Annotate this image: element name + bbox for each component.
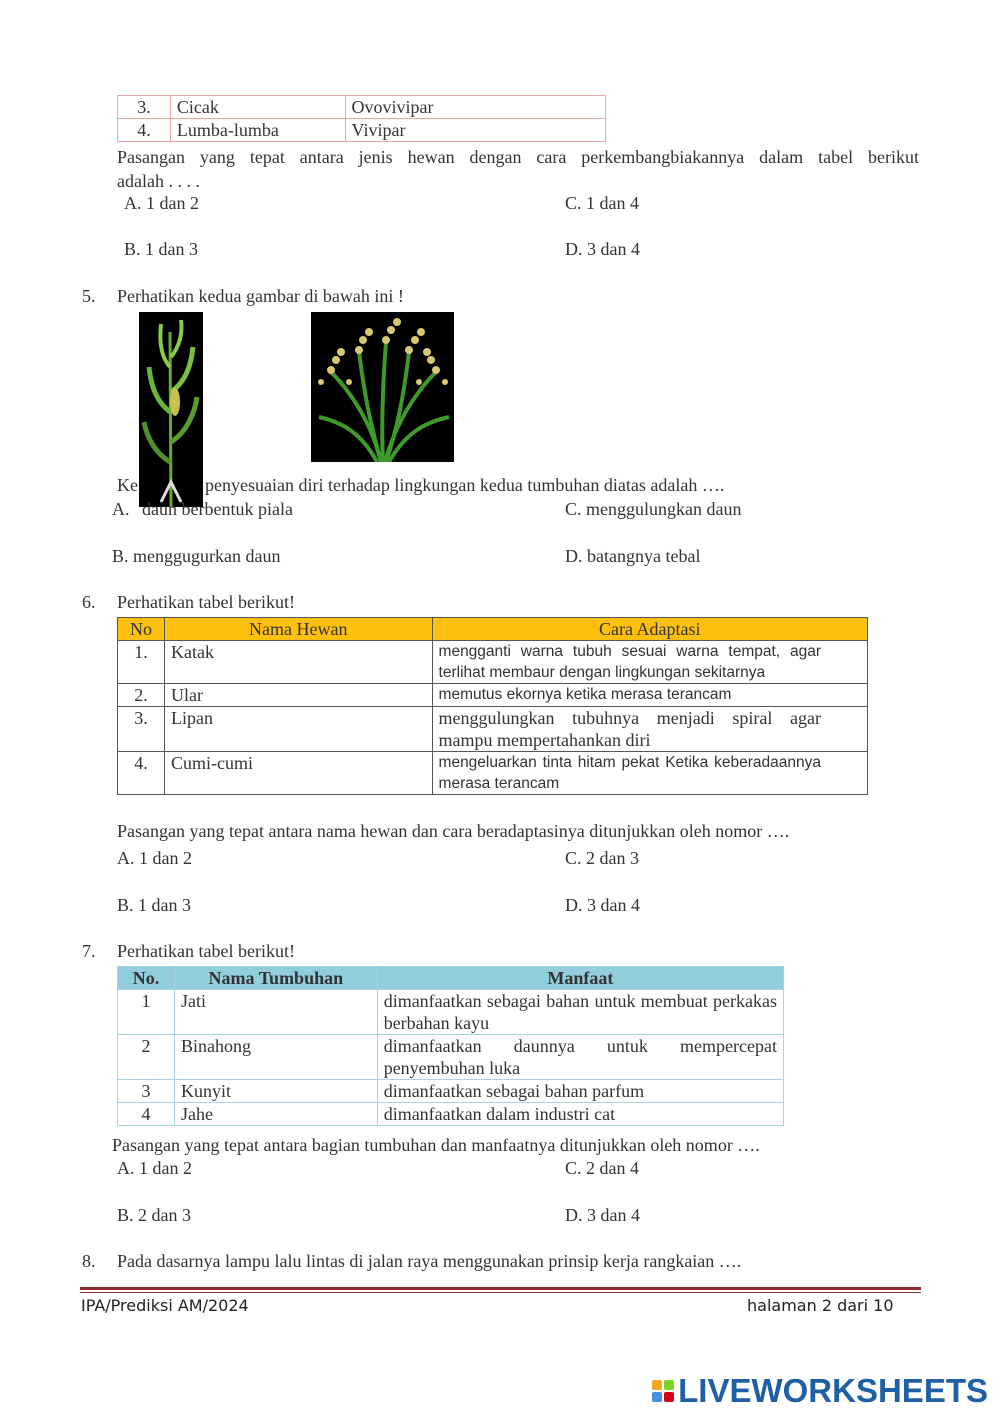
header-animal: Nama Hewan [164,618,432,641]
cell-plant: Jati [174,990,377,1035]
header-plant: Nama Tumbuhan [174,967,377,990]
footer-divider-thin [80,1292,921,1293]
header-adaptation: Cara Adaptasi [432,618,867,641]
cell-no: 4. [118,752,165,795]
q5-option-a[interactable]: daun berbentuk piala [142,499,293,519]
table-row [118,707,868,752]
logo-grid-icon [652,1380,674,1402]
table-row [118,1080,784,1103]
q6-option-a[interactable]: A. 1 dan 2 [117,848,192,868]
q7-option-d[interactable]: D. 3 dan 4 [565,1205,640,1225]
q7-option-a[interactable]: A. 1 dan 2 [117,1158,192,1178]
header-benefit: Manfaat [377,967,783,990]
cell-animal: Lumba-lumba [170,119,345,142]
footer-page-number: halaman 2 dari 10 [747,1296,894,1315]
table-row [118,1103,784,1126]
cell-adaptation: mengganti warna tubuh sesuai warna tempat, agar terlihat membaur dengan lingkungan sekitarnya [432,641,867,684]
cell-animal: Cumi-cumi [164,752,432,795]
q7-stem: Perhatikan tabel berikut! [117,941,295,961]
q4-stem-line1: Pasangan yang tepat antara jenis hewan dengan cara perkembangbiakannya dalam tabel berikut [117,147,919,167]
corn-plant-image [139,312,203,507]
q6-option-c[interactable]: C. 2 dan 3 [565,848,639,868]
table-row [118,1035,784,1080]
cell-animal: Lipan [164,707,432,752]
table-row [118,990,784,1035]
q6-option-b[interactable]: B. 1 dan 3 [117,895,191,915]
table-row [118,684,868,707]
cell-benefit: dimanfaatkan daunnya untuk mempercepat penyembuhan luka [377,1035,783,1080]
q6-question: Pasangan yang tepat antara nama hewan dan cara beradaptasinya ditunjukkan oleh nomor …. [117,821,790,841]
cell-no: 3. [118,96,171,119]
table-row [118,96,606,119]
q6-option-d[interactable]: D. 3 dan 4 [565,895,640,915]
q5-stem: Perhatikan kedua gambar di bawah ini ! [117,286,404,306]
footer-divider [80,1287,921,1290]
header-no: No [118,618,165,641]
cell-no: 3 [118,1080,175,1103]
q4-table [117,95,606,142]
cell-adaptation: menggulungkan tubuhnya menjadi spiral agar mampu mempertahankan diri [432,707,867,752]
q8-stem: Pada dasarnya lampu lalu lintas di jalan raya menggunakan prinsip kerja rangkaian …. [117,1251,742,1271]
logo-text: LIVEWORKSHEETS [678,1372,988,1409]
q5-question: penyesuaian diri terhadap lingkungan kedua tumbuhan diatas adalah …. [205,475,725,495]
cell-benefit: dimanfaatkan sebagai bahan parfum [377,1080,783,1103]
cell-no: 1. [118,641,165,684]
q7-option-c[interactable]: C. 2 dan 4 [565,1158,639,1178]
cell-adaptation: mengeluarkan tinta hitam pekat Ketika keberadaannya merasa terancam [432,752,867,795]
q4-option-d[interactable]: D. 3 dan 4 [565,239,640,259]
q5-question-prefix: Ke [117,475,138,495]
q4-option-c[interactable]: C. 1 dan 4 [565,193,639,213]
rice-plant-image [311,312,454,462]
q5-option-b[interactable]: B. menggugurkan daun [112,546,281,566]
cell-plant: Binahong [174,1035,377,1080]
q6-table [117,617,868,795]
q5-option-a-prefix[interactable]: A. [112,499,130,519]
q7-question: Pasangan yang tepat antara bagian tumbuhan dan manfaatnya ditunjukkan oleh nomor …. [112,1135,760,1155]
q6-number: 6. [82,592,96,612]
q7-number: 7. [82,941,96,961]
q4-stem-line2: adalah . . . . [117,171,200,191]
liveworksheets-logo[interactable] [652,1371,988,1411]
cell-no: 4 [118,1103,175,1126]
q4-option-b[interactable]: B. 1 dan 3 [124,239,198,259]
cell-no: 4. [118,119,171,142]
cell-benefit: dimanfaatkan dalam industri cat [377,1103,783,1126]
cell-no: 3. [118,707,165,752]
q7-table [117,966,784,1126]
cell-reproduction: Vivipar [345,119,605,142]
q4-option-a[interactable]: A. 1 dan 2 [124,193,199,213]
cell-plant: Jahe [174,1103,377,1126]
q6-stem: Perhatikan tabel berikut! [117,592,295,612]
cell-no: 2. [118,684,165,707]
cell-animal: Cicak [170,96,345,119]
table-row [118,119,606,142]
cell-no: 1 [118,990,175,1035]
cell-benefit: dimanfaatkan sebagai bahan untuk membuat perkakas berbahan kayu [377,990,783,1035]
cell-adaptation: memutus ekornya ketika merasa terancam [432,684,867,707]
table-row [118,752,868,795]
q5-number: 5. [82,286,96,306]
header-no: No. [118,967,175,990]
table-header [118,967,784,990]
cell-reproduction: Ovovivipar [345,96,605,119]
footer-left: IPA/Prediksi AM/2024 [81,1296,249,1315]
q8-number: 8. [82,1251,96,1271]
table-row [118,641,868,684]
q5-option-c[interactable]: C. menggulungkan daun [565,499,742,519]
cell-animal: Ular [164,684,432,707]
q7-option-b[interactable]: B. 2 dan 3 [117,1205,191,1225]
q5-option-d[interactable]: D. batangnya tebal [565,546,701,566]
table-header [118,618,868,641]
cell-no: 2 [118,1035,175,1080]
cell-plant: Kunyit [174,1080,377,1103]
cell-animal: Katak [164,641,432,684]
